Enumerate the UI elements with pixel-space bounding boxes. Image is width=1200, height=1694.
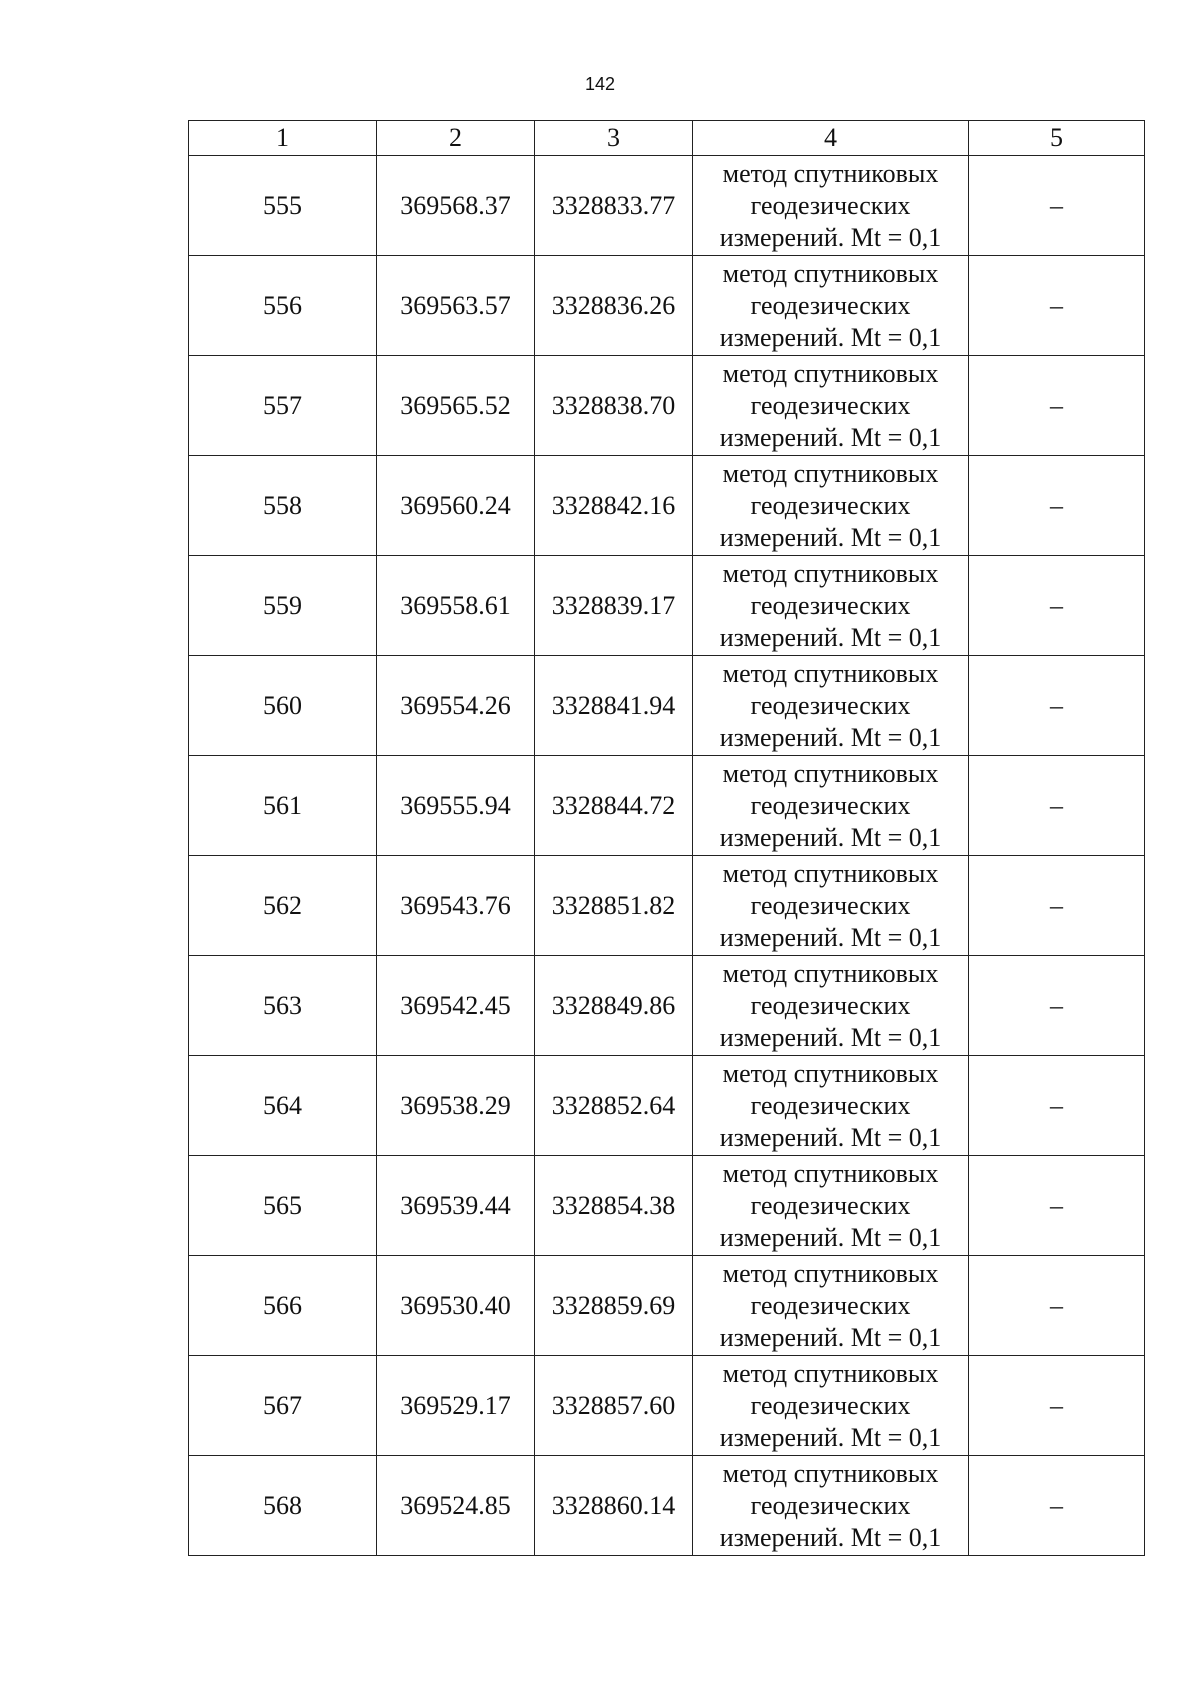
column-header-1: 1 <box>189 121 377 156</box>
point-number-cell: 558 <box>189 456 377 556</box>
y-coordinate-cell: 3328836.26 <box>535 256 693 356</box>
method-cell <box>693 1456 969 1556</box>
x-coordinate-cell: 369530.40 <box>377 1256 535 1356</box>
method-line-2: геодезических <box>750 890 911 920</box>
table-row <box>189 556 1145 656</box>
method-line-3: измерений. Mt = 0,1 <box>719 1122 942 1152</box>
y-coordinate-cell: 3328844.72 <box>535 756 693 856</box>
y-coordinate-cell: 3328854.38 <box>535 1156 693 1256</box>
method-line-2: геодезических <box>750 190 911 220</box>
method-cell <box>693 656 969 756</box>
method-line-1: метод спутниковых <box>722 1458 939 1488</box>
table-row <box>189 256 1145 356</box>
column-header-4: 4 <box>693 121 969 156</box>
x-coordinate-cell: 369563.57 <box>377 256 535 356</box>
table-row <box>189 1056 1145 1156</box>
method-line-1: метод спутниковых <box>722 758 939 788</box>
table-row <box>189 1156 1145 1256</box>
method-line-2: геодезических <box>750 390 911 420</box>
y-coordinate-cell: 3328841.94 <box>535 656 693 756</box>
x-coordinate-cell: 369558.61 <box>377 556 535 656</box>
method-line-3: измерений. Mt = 0,1 <box>719 1022 942 1052</box>
method-line-1: метод спутниковых <box>722 258 939 288</box>
column-header-5: 5 <box>969 121 1145 156</box>
note-cell: – <box>969 1256 1145 1356</box>
method-line-3: измерений. Mt = 0,1 <box>719 1422 942 1452</box>
method-line-1: метод спутниковых <box>722 158 939 188</box>
note-cell: – <box>969 956 1145 1056</box>
method-line-3: измерений. Mt = 0,1 <box>719 1522 942 1552</box>
point-number-cell: 561 <box>189 756 377 856</box>
x-coordinate-cell: 369529.17 <box>377 1356 535 1456</box>
x-coordinate-cell: 369560.24 <box>377 456 535 556</box>
note-cell: – <box>969 1456 1145 1556</box>
y-coordinate-cell: 3328838.70 <box>535 356 693 456</box>
y-coordinate-cell: 3328851.82 <box>535 856 693 956</box>
point-number-cell: 559 <box>189 556 377 656</box>
note-cell: – <box>969 1356 1145 1456</box>
x-coordinate-cell: 369565.52 <box>377 356 535 456</box>
method-line-1: метод спутниковых <box>722 558 939 588</box>
point-number-cell: 556 <box>189 256 377 356</box>
point-number-cell: 557 <box>189 356 377 456</box>
method-line-3: измерений. Mt = 0,1 <box>719 822 942 852</box>
note-cell: – <box>969 656 1145 756</box>
method-cell <box>693 1256 969 1356</box>
method-line-1: метод спутниковых <box>722 958 939 988</box>
table-row <box>189 156 1145 256</box>
method-line-1: метод спутниковых <box>722 1058 939 1088</box>
method-line-2: геодезических <box>750 590 911 620</box>
method-line-2: геодезических <box>750 790 911 820</box>
method-line-3: измерений. Mt = 0,1 <box>719 922 942 952</box>
method-cell <box>693 156 969 256</box>
method-cell <box>693 1056 969 1156</box>
method-cell <box>693 856 969 956</box>
method-cell <box>693 256 969 356</box>
point-number-cell: 566 <box>189 1256 377 1356</box>
method-line-1: метод спутниковых <box>722 458 939 488</box>
x-coordinate-cell: 369539.44 <box>377 1156 535 1256</box>
method-line-3: измерений. Mt = 0,1 <box>719 422 942 452</box>
x-coordinate-cell: 369538.29 <box>377 1056 535 1156</box>
point-number-cell: 567 <box>189 1356 377 1456</box>
method-line-1: метод спутниковых <box>722 858 939 888</box>
method-cell <box>693 1156 969 1256</box>
method-line-2: геодезических <box>750 1490 911 1520</box>
x-coordinate-cell: 369554.26 <box>377 656 535 756</box>
y-coordinate-cell: 3328857.60 <box>535 1356 693 1456</box>
note-cell: – <box>969 256 1145 356</box>
method-line-3: измерений. Mt = 0,1 <box>719 722 942 752</box>
method-line-1: метод спутниковых <box>722 1158 939 1188</box>
table-body <box>189 156 1145 1556</box>
method-line-3: измерений. Mt = 0,1 <box>719 1222 942 1252</box>
x-coordinate-cell: 369542.45 <box>377 956 535 1056</box>
x-coordinate-cell: 369568.37 <box>377 156 535 256</box>
method-cell <box>693 1356 969 1456</box>
table-row <box>189 1456 1145 1556</box>
method-line-2: геодезических <box>750 290 911 320</box>
table-row <box>189 956 1145 1056</box>
method-line-2: геодезических <box>750 1390 911 1420</box>
method-line-3: измерений. Mt = 0,1 <box>719 1322 942 1352</box>
note-cell: – <box>969 756 1145 856</box>
table-row <box>189 756 1145 856</box>
method-line-2: геодезических <box>750 1090 911 1120</box>
method-line-3: измерений. Mt = 0,1 <box>719 522 942 552</box>
point-number-cell: 562 <box>189 856 377 956</box>
y-coordinate-cell: 3328849.86 <box>535 956 693 1056</box>
method-line-2: геодезических <box>750 490 911 520</box>
x-coordinate-cell: 369555.94 <box>377 756 535 856</box>
note-cell: – <box>969 156 1145 256</box>
method-line-3: измерений. Mt = 0,1 <box>719 222 942 252</box>
x-coordinate-cell: 369543.76 <box>377 856 535 956</box>
method-line-2: геодезических <box>750 690 911 720</box>
column-header-3: 3 <box>535 121 693 156</box>
coordinates-table <box>188 120 1145 1556</box>
method-line-3: измерений. Mt = 0,1 <box>719 622 942 652</box>
point-number-cell: 565 <box>189 1156 377 1256</box>
point-number-cell: 564 <box>189 1056 377 1156</box>
y-coordinate-cell: 3328859.69 <box>535 1256 693 1356</box>
column-header-2: 2 <box>377 121 535 156</box>
note-cell: – <box>969 856 1145 956</box>
method-cell <box>693 956 969 1056</box>
page-number: 142 <box>584 74 616 94</box>
y-coordinate-cell: 3328839.17 <box>535 556 693 656</box>
y-coordinate-cell: 3328852.64 <box>535 1056 693 1156</box>
method-cell <box>693 456 969 556</box>
method-line-2: геодезических <box>750 1190 911 1220</box>
point-number-cell: 563 <box>189 956 377 1056</box>
table-row <box>189 456 1145 556</box>
method-cell <box>693 756 969 856</box>
method-line-1: метод спутниковых <box>722 658 939 688</box>
table-row <box>189 1356 1145 1456</box>
table-row <box>189 1256 1145 1356</box>
note-cell: – <box>969 556 1145 656</box>
method-cell <box>693 556 969 656</box>
y-coordinate-cell: 3328833.77 <box>535 156 693 256</box>
note-cell: – <box>969 456 1145 556</box>
note-cell: – <box>969 1056 1145 1156</box>
table-row <box>189 356 1145 456</box>
table-row <box>189 856 1145 956</box>
y-coordinate-cell: 3328860.14 <box>535 1456 693 1556</box>
point-number-cell: 568 <box>189 1456 377 1556</box>
note-cell: – <box>969 1156 1145 1256</box>
x-coordinate-cell: 369524.85 <box>377 1456 535 1556</box>
method-line-3: измерений. Mt = 0,1 <box>719 322 942 352</box>
method-line-2: геодезических <box>750 1290 911 1320</box>
table-row <box>189 656 1145 756</box>
method-cell <box>693 356 969 456</box>
note-cell: – <box>969 356 1145 456</box>
method-line-1: метод спутниковых <box>722 1258 939 1288</box>
point-number-cell: 560 <box>189 656 377 756</box>
method-line-1: метод спутниковых <box>722 1358 939 1388</box>
method-line-2: геодезических <box>750 990 911 1020</box>
table-header-row <box>189 121 1145 156</box>
method-line-1: метод спутниковых <box>722 358 939 388</box>
y-coordinate-cell: 3328842.16 <box>535 456 693 556</box>
point-number-cell: 555 <box>189 156 377 256</box>
